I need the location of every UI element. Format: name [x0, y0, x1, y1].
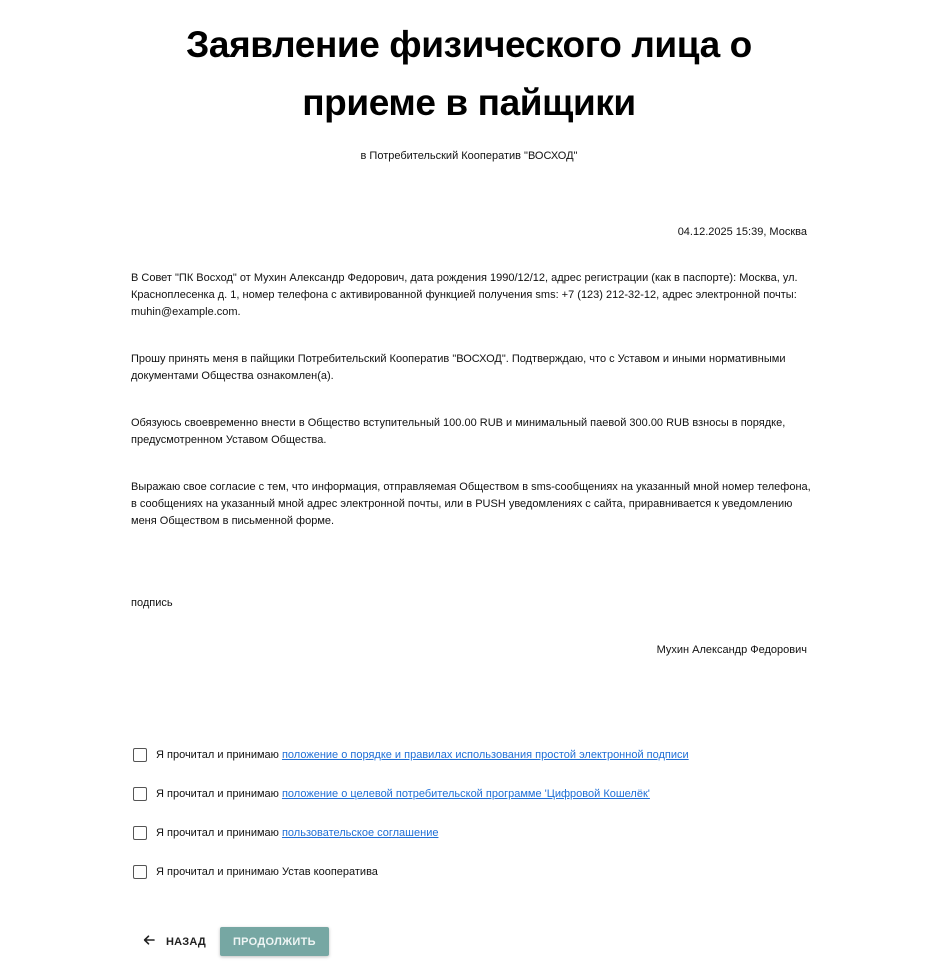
- wallet-program-link[interactable]: положение о целевой потребительской программе 'Цифровой Кошелёк': [281, 788, 650, 800]
- agreements-list: [131, 745, 689, 901]
- agreement-text: [156, 749, 689, 761]
- agreement-checkbox-user-agreement[interactable]: [133, 826, 147, 840]
- continue-button[interactable]: [220, 927, 329, 956]
- agreement-prefix: Я прочитал и принимаю: [156, 749, 282, 761]
- agreement-text: Я прочитал и принимаю Устав кооператива: [156, 866, 378, 878]
- signature-label: подпись: [131, 597, 173, 609]
- agreement-checkbox-charter[interactable]: [133, 865, 147, 879]
- paragraph-applicant-info: В Совет "ПК Восход" от Мухин Александр Федорович, дата рождения 1990/12/12, адрес регистрации (как в паспорте): Москва, ул. Красноплесенка д. 1, номер телефона с активированной функцией получения sms: +7 (123) 212-32-12, адрес электронной почты: muhin@example.com.: [131, 272, 798, 318]
- document-title-line-2: приеме в пайщики: [302, 82, 636, 123]
- agreement-text: [156, 827, 438, 839]
- paragraph-fees: Обязуюсь своевременно внести в Общество вступительный 100.00 RUB и минимальный паевой 300.00 RUB взносы в порядке, предусмотренном Уставом Общества.: [131, 417, 786, 446]
- agreement-prefix: Я прочитал и принимаю: [156, 827, 282, 839]
- agreement-row-wallet: [131, 784, 689, 804]
- document-title-line-1: Заявление физического лица о: [186, 24, 752, 65]
- document-title: [0, 16, 938, 132]
- agreement-row-user-agreement: [131, 823, 689, 843]
- arrow-left-icon: [143, 935, 157, 948]
- form-actions: [135, 927, 329, 956]
- date-place: 04.12.2025 15:39, Москва: [677, 226, 807, 238]
- continue-button-label: ПРОДОЛЖИТЬ: [232, 935, 316, 948]
- agreement-checkbox-wallet[interactable]: [133, 787, 147, 801]
- agreement-prefix: Я прочитал и принимаю: [156, 788, 282, 800]
- back-button[interactable]: [135, 927, 216, 956]
- agreement-row-charter: [131, 862, 689, 882]
- agreement-row-esign: [131, 745, 689, 765]
- esign-regulation-link[interactable]: положение о порядке и правилах использования простой электронной подписи: [281, 749, 689, 761]
- back-button-label: НАЗАД: [166, 935, 206, 948]
- agreement-text: [156, 788, 650, 800]
- signer-name: Мухин Александр Федорович: [656, 644, 807, 656]
- agreement-checkbox-esign[interactable]: [133, 748, 147, 762]
- user-agreement-link[interactable]: пользовательское соглашение: [281, 827, 439, 839]
- document-subtitle: в Потребительский Кооператив "ВОСХОД": [360, 150, 578, 162]
- paragraph-consent: Выражаю свое согласие с тем, что информация, отправляемая Обществом в sms-сообщениях на указанный мной номер телефона, в сообщениях на указанный мной адрес электронной почты, или в PUSH уведомлениях с сайта, приравнивается к уведомлению меня Обществом в письменной форме.: [131, 481, 811, 527]
- paragraph-request: Прошу принять меня в пайщики Потребительский Кооператив "ВОСХОД". Подтверждаю, что с Уставом и иными нормативными документами Общества ознакомлен(а).: [131, 353, 786, 382]
